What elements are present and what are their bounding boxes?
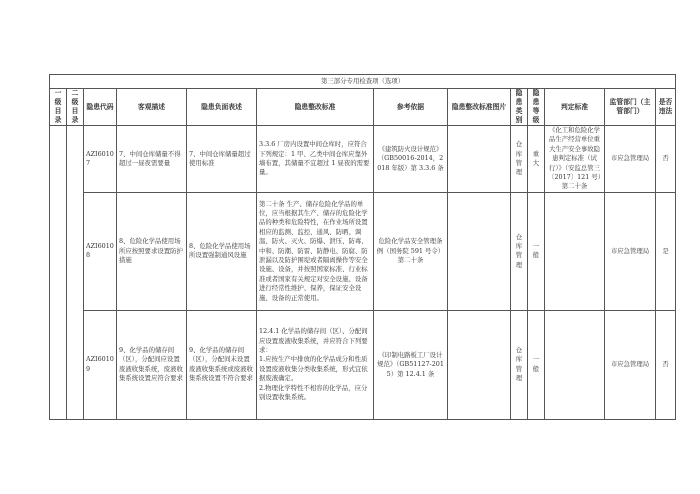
- header-level2: 二级目录: [67, 89, 84, 126]
- level-cell: 一般: [528, 310, 545, 419]
- objective-cell: 9、化学品的储存间（区），分配间应设置废液收集系统，废液收集系统设置应符合要求: [117, 310, 187, 419]
- negative-cell: 7、中间仓库储量超过使用标准: [187, 126, 257, 193]
- inspection-table: [49, 74, 676, 420]
- reference-cell: 《印制电路板工厂设计规范》（GB51127-2015）第 12.4.1 条: [374, 310, 448, 419]
- objective-cell: 8、危险化学品使用场所应按照要求设置防护措施: [117, 192, 187, 310]
- category-cell: 仓库管理: [511, 192, 528, 310]
- criterion-cell: 《化工和危险化学品生产经营单位重大生产安全事故隐患判定标准（试行）》（安监总管三〔2017〕121 号）第二十条: [545, 126, 605, 193]
- criterion-cell: [545, 192, 605, 310]
- measures-text: 12.4.1 化学品的储存间（区）、分配间应设置废液收集系统，并应符合下列要求： 1.应按生产中排放的化学品成分和性质设置废液收集分类收集系统，形式宜依据废液确定。 2.物理化学特性不相容的化学品，应分别设置收集系统。: [259, 327, 368, 402]
- header-category: 隐患类别: [511, 89, 528, 126]
- criterion-cell: [545, 310, 605, 419]
- level-cell: 重大: [528, 126, 545, 193]
- category-cell: 仓库管理: [511, 126, 528, 193]
- code-cell: AZI60109: [84, 310, 117, 419]
- measures-cell: [257, 310, 374, 419]
- reference-cell: 危险化学品安全管理条例（国务院 591 号令）第二十条: [374, 192, 448, 310]
- header-level1: 一级目录: [50, 89, 67, 126]
- negative-cell: 9、化学品的储存间（区），分配间未设置废液收集系统或废液收集系统设置不符合要求: [187, 310, 257, 419]
- reference-cell: 《建筑防火设计规范》（GB50016-2014，2018 年版）第 3.3.6 条: [374, 126, 448, 193]
- level-cell: 一般: [528, 192, 545, 310]
- header-level: 隐患等级: [528, 89, 545, 126]
- header-criterion: 判定标准: [545, 89, 605, 126]
- level2-cell: [67, 126, 84, 420]
- header-illegal: 是否违法: [656, 89, 676, 126]
- table-row: [50, 310, 676, 419]
- negative-cell: 8、危险化学品使用场所设置强制通风设施: [187, 192, 257, 310]
- measures-text: 3.3.6 厂房内设置中间仓库时，应符合下列规定：1 甲、乙类中间仓库应靠外墙布置，其储量不宜超过 1 昼夜的需要量。: [259, 140, 370, 177]
- header-department: 监管部门（主管部门）: [605, 89, 656, 126]
- illegal-cell: 否: [656, 126, 676, 193]
- department-cell: 市应急管理局: [605, 310, 656, 419]
- measures-text: 第二十条 生产、储存危险化学品的单位，应当根据其生产、储存的危险化学品的种类和危险特性，在作业场所设置相应的监测、监控、通风、防晒、调温、防火、灭火、防爆、泄压、防毒、中和、防潮、防雷、防静电、防腐、防泄漏以及防护围堤或者隔离操作等安全设施、设备，并按照国家标准、行业标准或者国家有关规定对安全设施、设备进行经常性维护、保养，保证安全设施、设备的正常使用。: [259, 199, 368, 302]
- measures-cell: [257, 126, 374, 193]
- header-image: 隐患整改标准图片: [448, 89, 511, 126]
- code-cell: AZI60108: [84, 192, 117, 310]
- header-objective: 客观描述: [117, 89, 187, 126]
- objective-cell: 7、中间仓库储量不得超过一昼夜需要量: [117, 126, 187, 193]
- code-cell: AZI60107: [84, 126, 117, 193]
- image-cell: [448, 192, 511, 310]
- image-cell: [448, 310, 511, 419]
- category-cell: 仓库管理: [511, 310, 528, 419]
- illegal-cell: 是: [656, 192, 676, 310]
- department-cell: 市应急管理局: [605, 126, 656, 193]
- level1-cell: [50, 126, 67, 420]
- header-negative: 隐患负面表述: [187, 89, 257, 126]
- department-cell: 市应急管理局: [605, 192, 656, 310]
- table-row: [50, 192, 676, 310]
- image-cell: [448, 126, 511, 193]
- header-reference: 参考依据: [374, 89, 448, 126]
- measures-cell: [257, 192, 374, 310]
- table-row: [50, 126, 676, 193]
- section-title: 第三部分专用检查项（选项）: [50, 75, 676, 89]
- header-code: 隐患代码: [84, 89, 117, 126]
- header-measures: 隐患整改标准: [257, 89, 374, 126]
- illegal-cell: 否: [656, 310, 676, 419]
